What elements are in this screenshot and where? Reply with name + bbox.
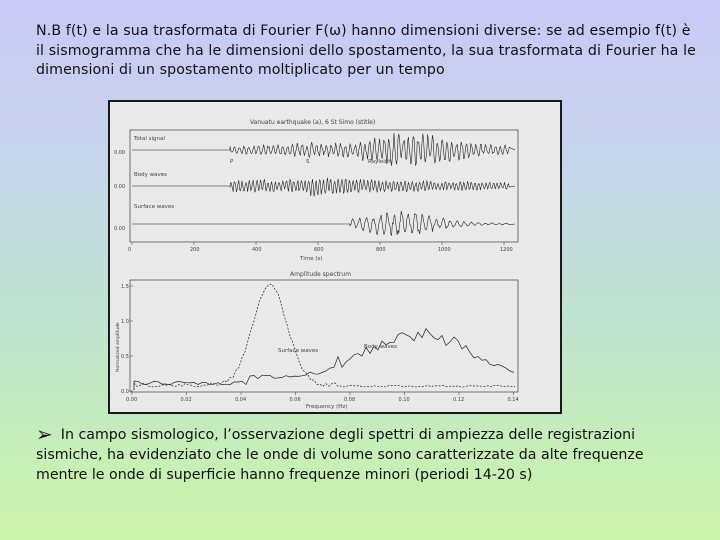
trace-label-total: Total signal [134, 136, 165, 142]
trace-label-surface: Surface waves [134, 204, 175, 210]
trace-tick-body: 0.00 [114, 184, 126, 190]
time-tick-label: 400 [252, 247, 262, 253]
time-tick-label: 1200 [500, 247, 513, 253]
frequency-tick-label: 0.14 [507, 397, 519, 403]
spectrum-title: Amplitude spectrum [290, 271, 352, 278]
frequency-tick-label: 0.00 [126, 397, 138, 403]
frequency-tick-label: 0.12 [453, 397, 465, 403]
trace-label-body: Body waves [134, 172, 168, 178]
frequency-axis [126, 392, 519, 403]
phase-label-p: P [230, 159, 234, 165]
body-waves-spectrum [134, 329, 514, 390]
bullet-first-line: In campo sismologico, l’osservazione degli spettri di ampiezza delle registrazioni [60, 427, 636, 443]
surface-waves-spectrum [134, 284, 515, 390]
frequency-tick-label: 0.02 [180, 397, 192, 403]
bullet-paragraph [36, 424, 696, 485]
curve-label-surface: Surface waves [278, 348, 319, 354]
phase-label-rayleigh: Rayleigh [368, 159, 392, 165]
time-axis-label: Time (s) [300, 256, 323, 262]
spectrum-ylabel: Normalized amplitude [116, 322, 121, 372]
time-tick-label: 600 [314, 247, 324, 253]
phase-label-s: S [306, 159, 310, 165]
surface-waves-trace [132, 211, 515, 236]
arrow-bullet-icon: ➢ [36, 422, 53, 446]
seismogram-figure [108, 100, 562, 414]
figure-top-title: Vanuatu earthquake (a), 6 St Simo (stitle) [250, 119, 376, 126]
curve-label-body: Body waves [364, 344, 398, 350]
time-tick-label: 0 [128, 247, 132, 253]
frequency-tick-label: 0.10 [398, 397, 410, 403]
time-tick-label: 200 [190, 247, 200, 253]
body-waves-trace [132, 178, 515, 197]
spectrum-y-tick-label: 1.5 [121, 284, 129, 290]
frequency-axis-label: Frequency (Hz) [306, 404, 348, 410]
trace-tick-total: 0.00 [114, 150, 126, 156]
bullet-continuation: sismiche, ha evidenziato che le onde di volume sono caratterizzate da alte frequenze mentre le onde di superficie hanno frequenze minori (periodi 14-20 s) [36, 447, 644, 483]
spectrum-curves [134, 284, 515, 390]
time-tick-label: 1000 [438, 247, 451, 253]
total-signal-trace [132, 133, 515, 166]
frequency-tick-label: 0.06 [289, 397, 301, 403]
frequency-tick-label: 0.04 [235, 397, 247, 403]
waveform-traces [132, 133, 515, 235]
spectrum-y-axis [121, 284, 133, 395]
time-axis [128, 242, 513, 253]
frequency-tick-label: 0.08 [344, 397, 356, 403]
spectrum-y-tick-label: 0.5 [121, 354, 129, 360]
seismogram-plot [110, 102, 560, 412]
trace-tick-surface: 0.00 [114, 226, 126, 232]
spectrum-y-tick-label: 1.0 [121, 319, 129, 325]
intro-paragraph: N.B f(t) e la sua trasformata di Fourier F(ω) hanno dimensioni diverse: se ad esempio f(t) è il sismogramma che ha le dimensioni dello spostamento, la sua trasformata di Fourier ha le dimensioni di un spostamento moltiplicato per un tempo [36, 23, 696, 78]
spectrum-y-tick-label: 0.0 [121, 389, 129, 395]
spectrum-frame [130, 280, 518, 392]
time-tick-label: 800 [376, 247, 386, 253]
